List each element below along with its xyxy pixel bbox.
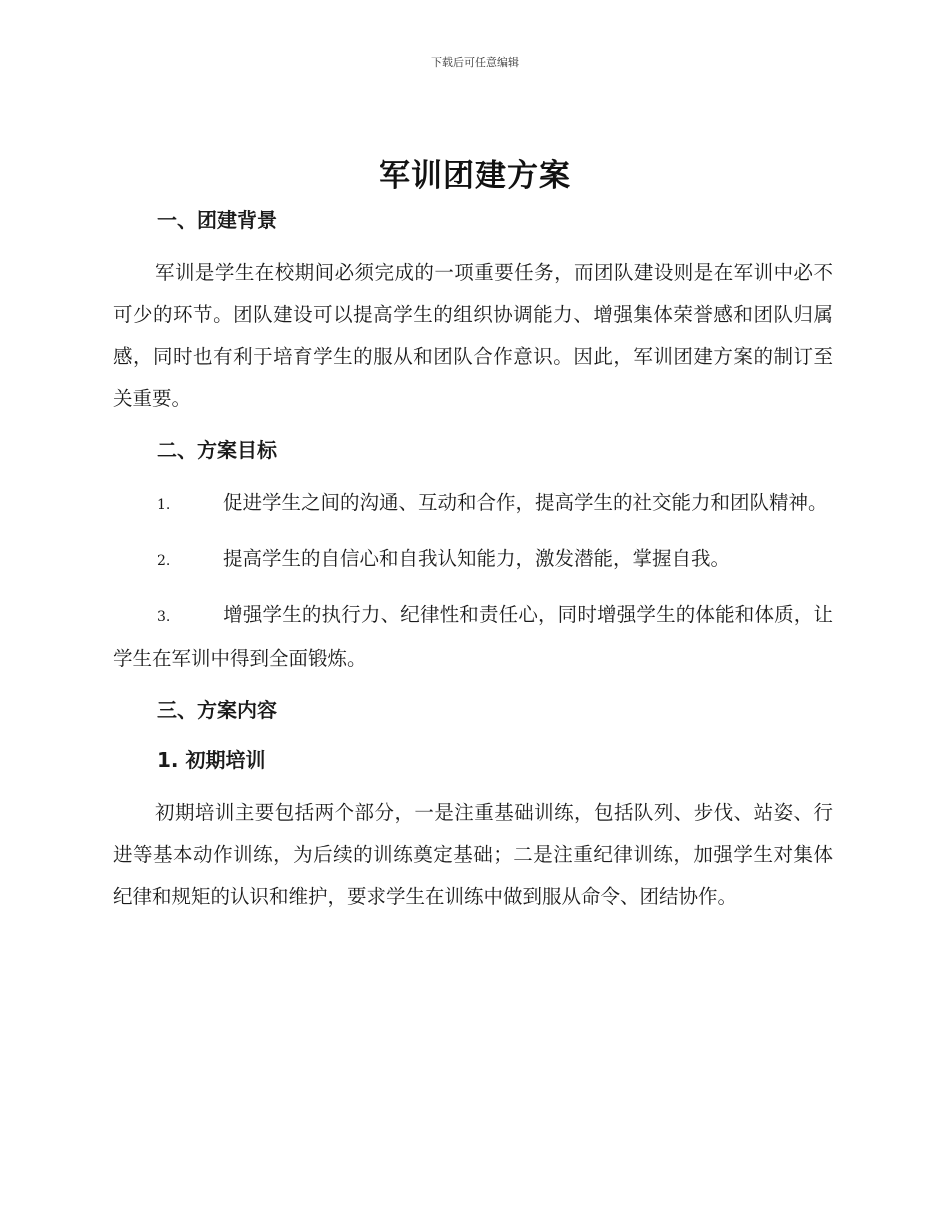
goal-item-text: 提高学生的自信心和自我认知能力，激发潜能，掌握自我。 [223, 547, 731, 570]
goal-item [113, 594, 833, 680]
goal-item-number: 1. [157, 497, 171, 513]
document-body [113, 202, 833, 918]
section-heading-content: 三、方案内容 [157, 698, 277, 722]
goal-item-number: 3. [157, 609, 171, 625]
subsection-heading-initial-training: 1. 初期培训 [157, 748, 266, 772]
section-heading-goals: 二、方案目标 [157, 438, 277, 462]
document-title: 军训团建方案 [379, 158, 571, 194]
background-paragraph: 军训是学生在校期间必须完成的一项重要任务，而团队建设则是在军训中必不可少的环节。团队建设可以提高学生的组织协调能力、增强集体荣誉感和团队归属感，同时也有利于培育学生的服从和团队合作意识。因此，军训团建方案的制订至关重要。 [113, 261, 833, 410]
goal-item [113, 482, 833, 526]
header-note: 下载后可任意编辑 [431, 56, 519, 69]
section-heading-background: 一、团建背景 [157, 208, 277, 232]
goal-item-text: 增强学生的执行力、纪律性和责任心，同时增强学生的体能和体质，让学生在军训中得到全面锻炼。 [113, 603, 833, 670]
initial-training-paragraph: 初期培训主要包括两个部分，一是注重基础训练，包括队列、步伐、站姿、行进等基本动作训练，为后续的训练奠定基础；二是注重纪律训练，加强学生对集体纪律和规矩的认识和维护，要求学生在训练中做到服从命令、团结协作。 [113, 801, 833, 908]
goal-item [113, 538, 833, 582]
goal-item-text: 促进学生之间的沟通、互动和合作，提高学生的社交能力和团队精神。 [223, 491, 828, 514]
goal-item-number: 2. [157, 553, 171, 569]
